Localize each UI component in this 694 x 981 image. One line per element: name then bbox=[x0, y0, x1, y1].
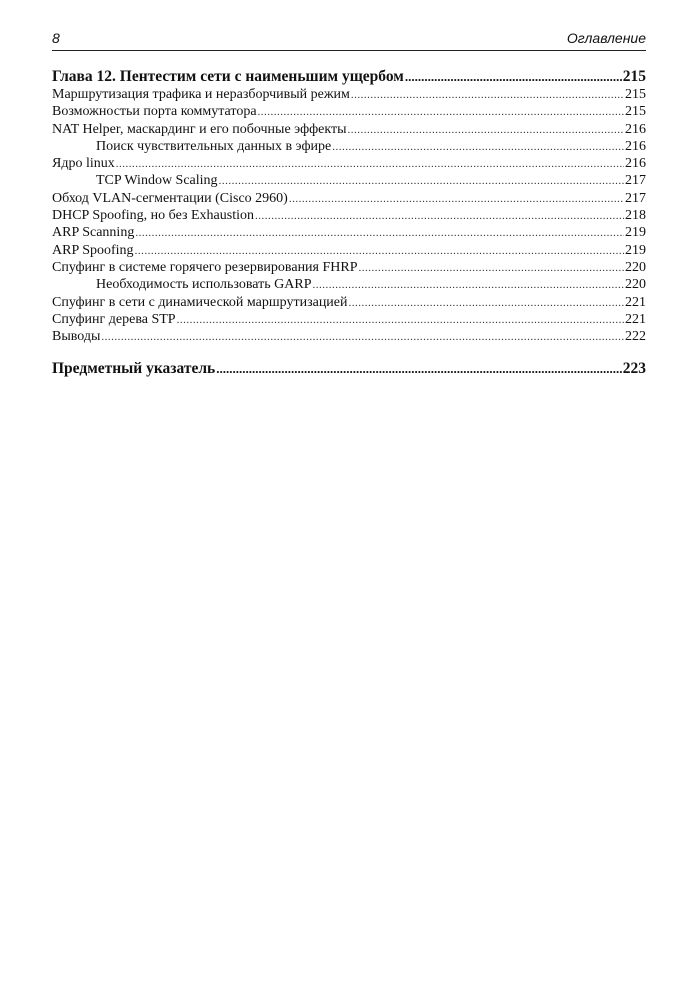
toc-entry-page: 217 bbox=[625, 190, 646, 206]
toc-entry-page: 218 bbox=[625, 208, 646, 224]
header-rule bbox=[52, 50, 646, 51]
dot-leader bbox=[405, 67, 622, 86]
toc-entry-title: ARP Spoofing bbox=[52, 242, 134, 258]
toc-entry-page: 216 bbox=[625, 121, 646, 137]
toc-entry-title: NAT Helper, маскардинг и его побочные эффекты bbox=[52, 121, 347, 137]
toc-entry bbox=[52, 328, 646, 345]
toc-entry-title: Ядро linux bbox=[52, 156, 115, 172]
table-of-contents bbox=[52, 67, 646, 378]
toc-entry-page: 215 bbox=[622, 68, 646, 85]
dot-leader bbox=[255, 208, 624, 225]
page-number: 8 bbox=[52, 30, 60, 46]
toc-entry bbox=[52, 224, 646, 241]
toc-entry-title: Спуфинг дерева STP bbox=[52, 311, 176, 327]
dot-leader bbox=[289, 191, 624, 208]
toc-subentry bbox=[52, 138, 646, 155]
toc-entry bbox=[52, 190, 646, 207]
toc-entry-title: Необходимость использовать GARP bbox=[96, 277, 312, 293]
dot-leader bbox=[258, 104, 624, 121]
dot-leader bbox=[349, 295, 624, 312]
toc-entry-page: 216 bbox=[625, 156, 646, 172]
toc-entry-page: 222 bbox=[625, 329, 646, 345]
toc-entry-title: ARP Scanning bbox=[52, 225, 135, 241]
toc-entry-page: 223 bbox=[622, 360, 646, 378]
toc-entry-page: 221 bbox=[625, 294, 646, 310]
toc-entry-title: Обход VLAN-сегментации (Cisco 2960) bbox=[52, 190, 288, 206]
toc-entry bbox=[52, 311, 646, 328]
toc-entry-title: DHCP Spoofing, но без Exhaustion bbox=[52, 208, 255, 224]
dot-leader bbox=[332, 139, 624, 156]
toc-entry-title: Возможностьи порта коммутатора bbox=[52, 104, 257, 120]
dot-leader bbox=[101, 329, 624, 346]
toc-entry bbox=[52, 242, 646, 259]
toc-entry bbox=[52, 155, 646, 172]
dot-leader bbox=[312, 277, 624, 294]
toc-entry bbox=[52, 294, 646, 311]
dot-leader bbox=[135, 243, 624, 260]
dot-leader bbox=[116, 156, 624, 173]
toc-entry-page: 221 bbox=[625, 311, 646, 327]
toc-entry bbox=[52, 259, 646, 276]
section-title: Оглавление bbox=[566, 30, 646, 46]
toc-entry bbox=[52, 207, 646, 224]
dot-leader bbox=[135, 225, 624, 242]
toc-entry bbox=[52, 121, 646, 138]
toc-entry-page: 217 bbox=[625, 173, 646, 189]
toc-entry bbox=[52, 86, 646, 103]
toc-entry-page: 219 bbox=[625, 225, 646, 241]
toc-entry-page: 220 bbox=[625, 277, 646, 293]
toc-entry-title: Спуфинг в сети с динамической маршрутизацией bbox=[52, 294, 348, 310]
toc-entry-title: TCP Window Scaling bbox=[96, 173, 218, 189]
toc-chapter-entry bbox=[52, 67, 646, 86]
toc-subentry bbox=[52, 172, 646, 189]
dot-leader bbox=[177, 312, 624, 329]
toc-entry-title: Маршрутизация трафика и неразборчивый режим bbox=[52, 87, 350, 102]
toc-entry-title: Глава 12. Пентестим сети с наименьшим ущербом bbox=[52, 68, 404, 85]
toc-entry-title: Поиск чувствительных данных в эфире bbox=[96, 138, 332, 154]
toc-entry bbox=[52, 103, 646, 120]
dot-leader bbox=[351, 87, 624, 104]
dot-leader bbox=[219, 173, 624, 190]
toc-entry-page: 215 bbox=[625, 87, 646, 102]
toc-entry-title: Выводы bbox=[52, 329, 101, 345]
toc-entry-page: 220 bbox=[625, 259, 646, 275]
dot-leader bbox=[348, 122, 624, 139]
toc-index-entry bbox=[52, 359, 646, 378]
toc-entry-page: 216 bbox=[625, 138, 646, 154]
dot-leader bbox=[216, 359, 622, 378]
toc-entry-page: 215 bbox=[625, 104, 646, 120]
toc-entry-title: Спуфинг в системе горячего резервирования FHRP bbox=[52, 259, 358, 275]
page-header bbox=[52, 30, 646, 48]
toc-subentry bbox=[52, 276, 646, 293]
toc-entry-page: 219 bbox=[625, 242, 646, 258]
dot-leader bbox=[359, 260, 624, 277]
toc-entry-title: Предметный указатель bbox=[52, 360, 216, 378]
